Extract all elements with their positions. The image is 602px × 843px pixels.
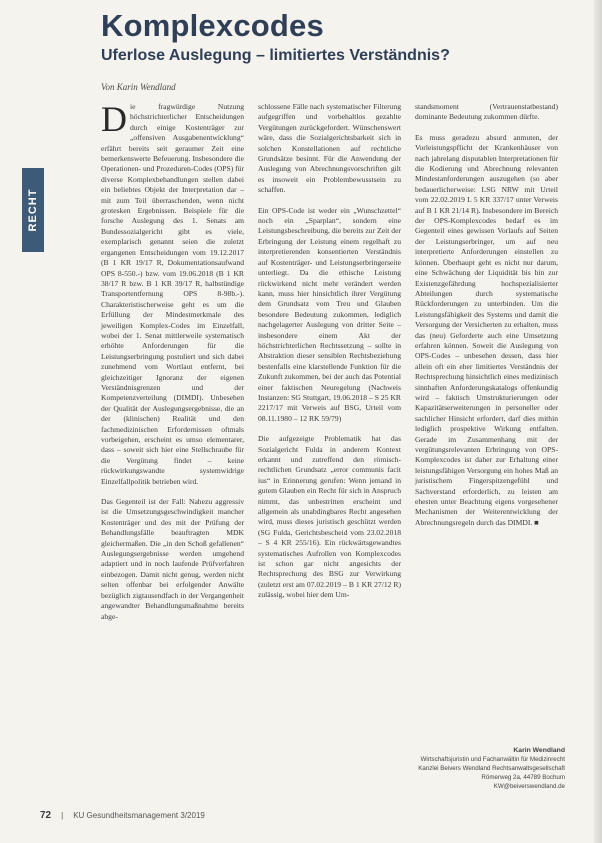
publication-name: KU Gesundheitsmanagement 3/2019 — [73, 811, 205, 820]
author-bio — [415, 746, 565, 791]
paragraph: schlossene Fälle nach systematischer Filterung aufgegriffen und vorbehaltlos gezahlte Vergütungen zurückgefordert. Wünschenswert wäre, dass die Sozialgerichtsbarkeit sich in solchen Konstellationen auf rechtliche Grundsätze besinnt. Für die Anwendung der Auslegung von Abrechnungsvorschriften gilt es insoweit ein Problembewusstsein zu schaffen. — [258, 102, 401, 195]
paragraph: standsmoment (Vertrauenstatbestand) dominante Bedeutung zukommen dürfte. — [415, 102, 558, 122]
article-subtitle: Uferlose Auslegung – limitiertes Verständnis? — [101, 47, 450, 64]
page-number: 72 — [40, 810, 52, 821]
paragraph: Das Gegenteil ist der Fall: Nahezu aggressiv ist die Umsetzungsgeschwindigkeit mancher Kostenträger und des mit der Prüfung der Behandlungsfälle beauftragten MDK gleichermaßen. Die „in den Schoß gefallenen“ Auslegungsergebnisse werden umgehend adaptiert und in noch laufende Prüfverfahren einbezogen. Damit nicht genug, werden nicht selten offenbar bei erfolgender Anwälte bezüglich zigtausendfach in der Vergangenheit angewandter Behandlungsmaßnahme bereits abge- — [101, 497, 244, 621]
article-byline: Von Karin Wendland — [101, 82, 176, 92]
paragraph: Es muss geradezu absurd anmuten, der Vorleistungspflicht der Krankenhäuser von nach jahrelang disputablen Interpretationen für die Kodierung und Abrechnung relevanten Mindestanforderungen auszugehen (so aber bedauerlicherweise: LSG NRW mit Urteil vom 22.02.2019 L 5 KR 337/17 unter Verweis auf B 1 KR 21/14 R). Insbesondere im Bereich der OPS-Komplexcodes bedarf es im Gegenteil eines gewissen Vorlaufs auf Seiten der Leistungserbringer, um auf neu interpretierte Anforderungen einstellen zu können. Überhaupt geht es nicht nur darum, eine Schwächung der Liquidität bis hin zur Existenzgefährdung hochspezialisierter Abteilungen durch systematische Rückforderungen zu unterbinden. Um die Leistungsfähigkeit des Systems und damit die Versorgung der Versicherten zu erhalten, muss das (neu) Geforderte auch eine Umsetzung erfahren können. Soweit die Auslegung von OPS-Codes – unbesehen dessen, dass hier allein oft ein eher limitiertes Verständnis der Rechtsprechung hinsichtlich eines medizinisch sinnhaften Anforderungskatalogs offenkundig wird – faktisch Umstrukturierungen oder Kapazitätserweiterungen in personeller oder sachlicher Hinsicht erfordert, darf dies mithin lediglich prospektive Wirkung entfalten. Gerade im Zusammenhang mit der vergütungsrelevanten Erbringung von OPS-Komplexcodes ist daher zur Erhaltung einer leistungsfähigen Versorgung ein hohes Maß an juristischem Fingerspitzengefühl und Sachverstand erforderlich, zu leisten am ehesten unter Beachtung eigens vorgesehener Mechanismen der Weiterentwicklung der Abrechnungsregeln durch das DIMDI. ■ — [415, 132, 558, 527]
page-footer — [40, 810, 205, 821]
author-title: Wirtschaftsjuristin und Fachanwältin für Medizinrecht — [420, 756, 565, 763]
paragraph — [101, 99, 244, 487]
author-email: KW@beiverswendland.de — [493, 783, 565, 790]
paragraph: Die aufgezeigte Problematik hat das Sozialgericht Fulda in anderem Kontext erkannt und zutreffend den römisch-rechtlichen Grundsatz „error communis facit ius“ in Erinnerung gerufen: Wenn jemand in gutem Glauben ein Recht für sich in Anspruch nimmt, das unbestritten erscheint und allgemein als unabdingbares Recht angesehen wird, muss dieses juristisch geschützt werden (SG Fulda, Gerichtsbescheid vom 23.02.2018 – S 4 KR 255/16). Ein rückwärtsgewandtes systematisches Aufrollen von Komplexcodes ist schon gar nicht angesichts der Rechtsprechung des BSG zur Verwirkung (zuletzt erst am 07.02.2019 – B 1 KR 27/12 R) zulässig, wobei hier dem Um- — [258, 434, 401, 600]
article-title: Komplexcodes — [101, 8, 324, 43]
paragraph-text: ie fragwürdige Nutzung höchstrichterlicher Entscheidungen durch einige Kostenträger zur „offensiven Ausgabenentwicklung“ erfährt bereits seit geraumer Zeit eine bemerkenswerte Befeuerung. Insbesondere die Operationen- und Prozeduren-Codes (OPS) für diverse Komplexbehandlungen stellen dabei ein beliebtes Objekt der Interpretation dar – mit zum Teil überraschenden, wenn nicht grotesken Ergebnissen. Beispiele für die forsche Auslegung des 1. Senats am Bundessozialgericht gibt es viele, exemplarisch genannt seien die zuletzt ergangenen Entscheidungen vom 19.12.2017 (B 1 KR 19/17 R, Dokumentationsaufwand OPS 8-550.-) bzw. vom 19.06.2018 (B 1 KR 38/17 R bzw. B 1 KR 39/17 R, halbstündige Transportentfernung OPS 8-98b.-). Charakteristischerweise geht es um die Erfüllung der Mindestmerkmale des jeweiligen Komplex-Codes im Einzelfall, wobei der 1. Senat mittlerweile systematisch erhöhte Anforderungen für die Leistungserbringung postuliert und sich dabei zunehmend vom Wortlaut entfernt, bei gleichzeitiger Ignoranz der eigenen Verständnisgrenzen und der Kompetenzverteilung (DIMDI). Unbesehen der Qualität der Auslegungsergebnisse, die an der (klinischen) Realität und den fachmedizinischen Erfordernissen oftmals vorbeigehen, erscheint es umso elementarer, dass – soweit sich hier eine Stellschraube für die Vergütung findet – keine rückwirkungswandte systemwidrige Einzelfallpolitik betrieben wird. — [101, 102, 244, 486]
text-column-3 — [415, 102, 558, 538]
drop-cap: D — [101, 99, 127, 139]
text-column-2 — [258, 102, 401, 611]
author-firm: Kanzlei Beivers Wendland Rechtsanwaltsgesellschaft — [418, 765, 565, 772]
section-tab — [22, 168, 44, 252]
text-column-1 — [101, 99, 244, 632]
author-address: Römerweg 2a, 44789 Bochum — [481, 774, 565, 781]
scan-edge-shadow — [594, 0, 602, 843]
paragraph: Ein OPS-Code ist weder ein „Wunschzettel“ noch ein „Sparplan“, sondern eine Leistungsbeschreibung, die bereits zur Zeit der Erbringung der Leistung einem regelhaft zu interpretierenden konsentierten Verständnis auf Kostenträger- und Leistungserbringerseite unterliegt. Da die ethische Leistung rückwirkend nicht mehr verändert werden kann, muss hier hinsichtlich ihrer Vergütung dem Grundsatz vom Treu und Glauben besondere Bedeutung zukommen, lediglich nachgelagerter Auslegung von dritter Seite – insbesondere einem Akt der höchstrichterlichen Rechtssetzung – sollte in Abstraktion dieser sensiblen Rechtsbeziehung bestenfalls eine klarstellende Funktion für die Zukunft zukommen, bei der auch das Potential einer faktischen Neuregelung (Nachweis Instanzen: SG Stuttgart, 19.06.2018 – S 25 KR 2217/17 mit Verweis auf BSG, Urteil vom 08.11.1980 – 12 RK 59/79) — [258, 205, 401, 423]
author-name: Karin Wendland — [513, 747, 565, 754]
section-tab-label: RECHT — [27, 188, 39, 232]
footer-separator: | — [61, 811, 64, 820]
